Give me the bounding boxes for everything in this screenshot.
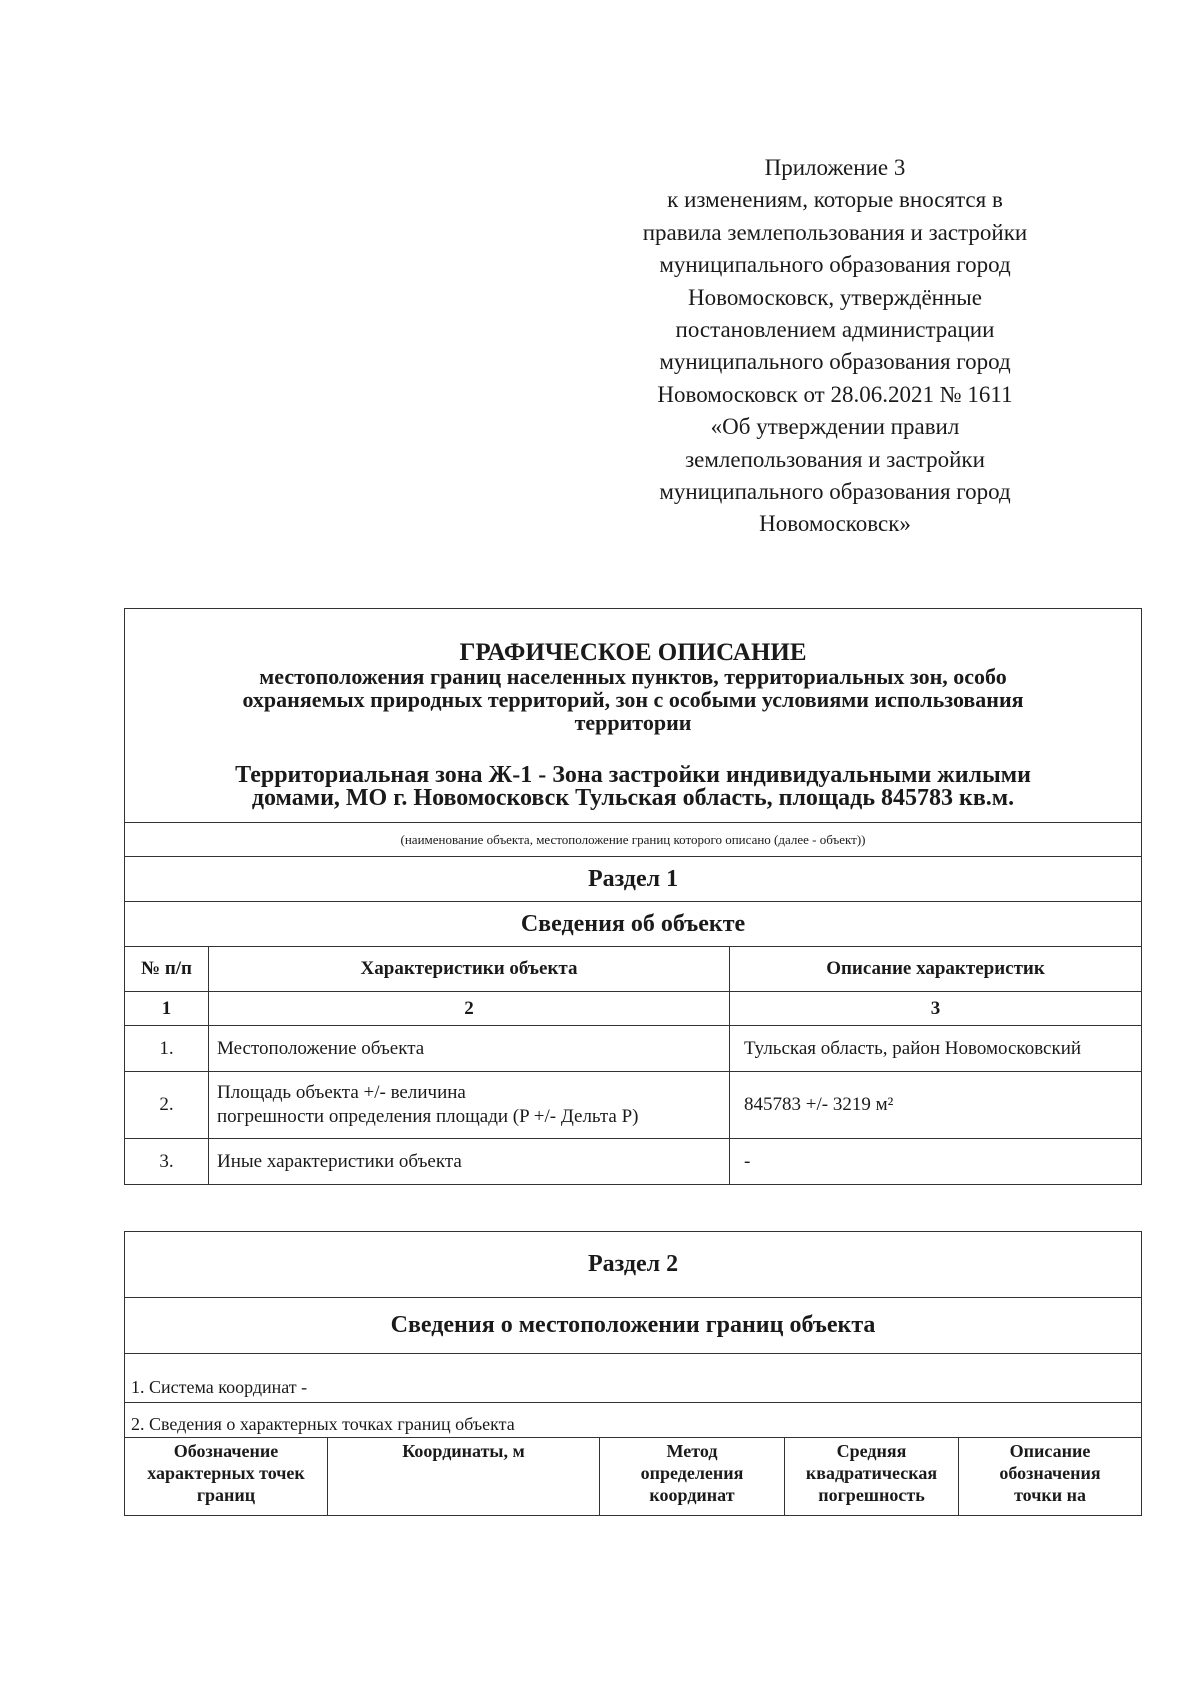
document-title: ГРАФИЧЕСКОЕ ОПИСАНИЕ [459,639,807,666]
column-header-line: координат [649,1485,735,1505]
column-header-line: характерных точек [147,1463,305,1483]
row-number: 2. [125,1072,209,1139]
column-header-line: точки на [1014,1485,1086,1505]
column-header: Характеристики объекта [209,947,730,992]
table-row [125,1139,1142,1185]
column-header [785,1438,959,1516]
column-header-line: погрешность [818,1485,925,1505]
section1-table [124,608,1142,1185]
column-header: Описание характеристик [730,947,1142,992]
table-header-row [125,947,1142,992]
zone-title-line: Территориальная зона Ж-1 - Зона застройки индивидуальными жилыми [235,762,1031,788]
appendix-line: муниципального образования город [659,479,1011,505]
row-value: - [730,1139,1142,1185]
row-value: 845783 +/- 3219 м² [730,1072,1142,1139]
column-header-line: границ [196,1485,256,1505]
column-header-line: Координаты, м [402,1441,525,1461]
row-label [209,1072,730,1139]
row-label: Иные характеристики объекта [209,1139,730,1185]
appendix-line: Новомосковск, утверждённые [688,284,982,310]
column-header-line: Описание [1009,1441,1091,1461]
appendix-line: Новомосковск от 28.06.2021 № 1611 [657,381,1013,407]
table-header-row [125,1438,1142,1516]
column-header [125,1438,328,1516]
document-subtitle-line: охраняемых природных территорий, зон с особыми условиями использования [242,687,1024,712]
column-number: 1 [125,992,209,1026]
column-number-row [125,992,1142,1026]
row-value: Тульская область, район Новомосковский [730,1026,1142,1072]
column-header [600,1438,785,1516]
appendix-line: к изменениям, которые вносятся в [667,187,1003,213]
row-label-line: Площадь объекта +/- величина [217,1082,466,1103]
zone-title-line: домами, МО г. Новомосковск Тульская область, площадь 845783 кв.м. [251,785,1015,811]
table-row [125,1072,1142,1139]
object-caption: (наименование объекта, местоположение границ которого описано (далее - объект)) [125,823,1142,857]
appendix-line: Новомосковск» [759,511,911,537]
appendix-line: правила землепользования и застройки [642,219,1028,245]
column-header [328,1438,600,1516]
column-header-line: обозначения [999,1463,1101,1483]
appendix-line: муниципального образования город [659,252,1011,278]
column-header-line: квадратическая [805,1463,938,1483]
column-header: № п/п [125,947,209,992]
column-header [959,1438,1142,1516]
document-subtitle-line: территории [574,710,692,735]
points-info: 2. Сведения о характерных точках границ объекта [125,1403,1142,1438]
appendix-line: землепользования и застройки [685,446,985,472]
column-header-line: Обозначение [173,1441,279,1461]
document-subtitle-line: местоположения границ населенных пунктов, территориальных зон, особо [259,664,1007,689]
appendix-line: муниципального образования город [659,349,1011,375]
row-number: 3. [125,1139,209,1185]
column-number: 3 [730,992,1142,1026]
row-label: Местоположение объекта [209,1026,730,1072]
section2-subtitle: Сведения о местоположении границ объекта [125,1298,1142,1354]
column-header-line: Средняя [836,1441,907,1461]
appendix-line: «Об утверждении правил [710,414,960,440]
column-header-line: определения [640,1463,744,1483]
appendix-header [600,152,1070,541]
section1-title: Раздел 1 [125,857,1142,902]
section2-table [124,1231,1142,1516]
section2-title: Раздел 2 [125,1232,1142,1298]
row-label-line: погрешности определения площади (P +/- Дельта P) [217,1106,639,1127]
appendix-line: Приложение 3 [764,155,906,180]
coord-system-info: 1. Система координат - [125,1354,1142,1403]
appendix-line: постановлением администрации [675,317,995,343]
column-number: 2 [209,992,730,1026]
section1-subtitle: Сведения об объекте [125,902,1142,947]
document-header [125,609,1142,823]
table-row [125,1026,1142,1072]
row-number: 1. [125,1026,209,1072]
column-header-line: Метод [666,1441,718,1461]
